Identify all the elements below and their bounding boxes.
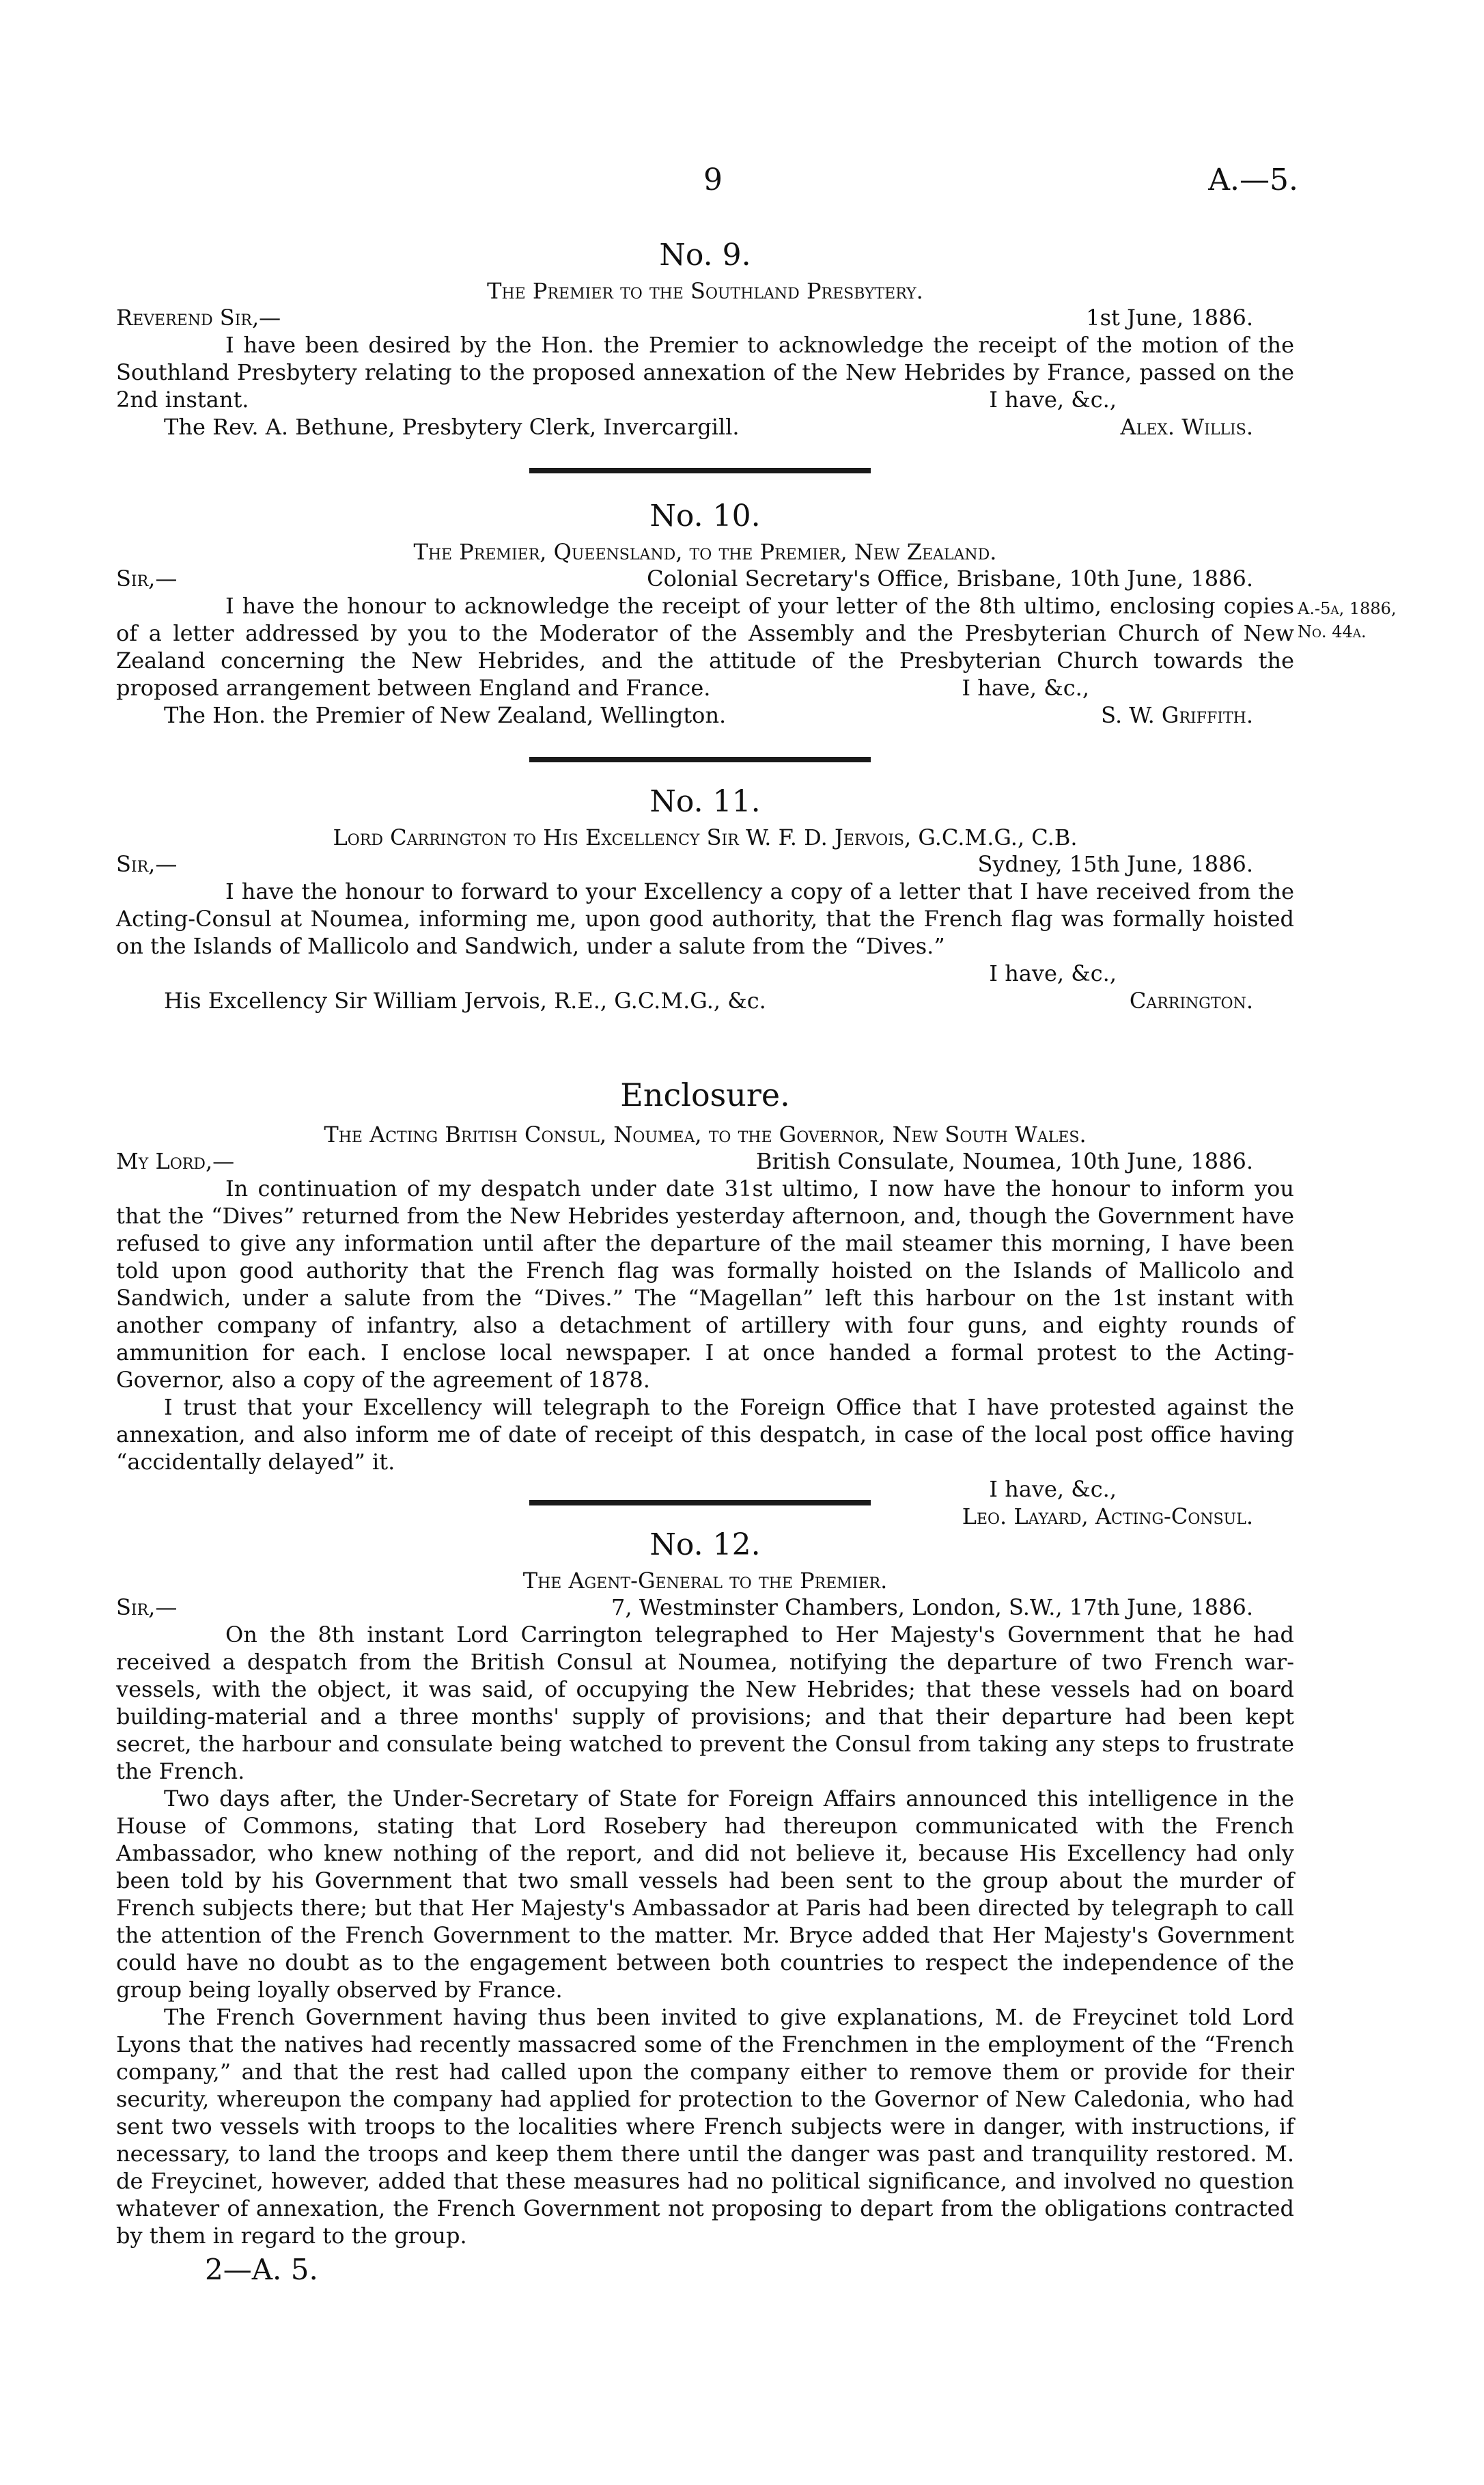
letter-paragraph: Two days after, the Under-Secretary of State for Foreign Affairs announced this intelligence in the House of Commons, stating that Lord Rosebery had thereupon communicated with the French Ambassador, who knew nothing of the report, and did not believe it, because His Excellency had only been told by his Government that two small vessels had been sent to the group about the murder of French subjects there; but that Her Majesty's Ambassador at Paris had been directed by telegraph to call the attention of the French Government to the matter. Mr. Bryce added that Her Majesty's Government could have no doubt as to the engagement between both countries to respect the independence of the group being loyally observed by France. <box>116 1786 1294 2003</box>
letter-heading: The Agent-General to the Premier. <box>522 1568 888 1594</box>
letter-no-9 <box>116 238 1294 441</box>
letter-body: I have been desired by the Hon. the Premier to acknowledge the receipt of the motion of the Southland Presbytery relating to the proposed annexation of the New Hebrides by France, passed on the 2nd instant. <box>116 332 1294 413</box>
letter-date: British Consulate, Noumea, 10th June, 1886. <box>755 1148 1253 1174</box>
letter-body: I have the honour to forward to your Excellency a copy of a letter that I have received from the Acting-Consul at Noumea, informing me, upon good authority, that the French flag was formally hoisted on the Islands of Mallicolo and Sandwich, under a salute from the “Dives.” <box>116 878 1294 959</box>
section-divider <box>529 757 871 762</box>
signature-mark: 2—A. 5. <box>205 2253 318 2286</box>
closing: I have, &c., <box>989 1476 1117 1502</box>
letter-date: Sydney, 15th June, 1886. <box>977 851 1253 877</box>
salutation: Sir,— <box>116 1594 178 1620</box>
letter-number: No. 11. <box>649 784 761 819</box>
enclosure <box>116 1077 1294 1530</box>
section-divider <box>529 468 871 473</box>
margin-reference: A.-5a, 1886, <box>1298 599 1397 618</box>
salutation: My Lord,— <box>116 1148 235 1174</box>
letter-date: 7, Westminster Chambers, London, S.W., 17th June, 1886. <box>611 1594 1253 1620</box>
letter-body: I have the honour to acknowledge the receipt of your letter of the 8th ultimo, enclosing copies of a letter addressed by you to the Moderator of the Assembly and the Presbyterian Church of New Zealand concerning the New Hebrides, and the attitude of the Presbyterian Church towards the proposed arrangement between England and France. <box>116 593 1294 701</box>
enclosure-heading: The Acting British Consul, Noumea, to the Governor, New South Wales. <box>324 1122 1087 1148</box>
addressee: The Hon. the Premier of New Zealand, Wellington. <box>164 702 727 728</box>
letter-number: No. 9. <box>659 238 751 273</box>
letter-number: No. 12. <box>649 1527 761 1562</box>
enclosure-title: Enclosure. <box>620 1077 790 1113</box>
document-reference: A.—5. <box>1208 163 1298 197</box>
letter-date: 1st June, 1886. <box>1086 305 1253 331</box>
letter-heading: Lord Carrington to His Excellency Sir W. F. D. Jervois, G.C.M.G., C.B. <box>333 824 1078 850</box>
salutation: Sir,— <box>116 566 178 592</box>
margin-reference: No. 44a. <box>1298 622 1367 641</box>
section-divider <box>529 1500 871 1505</box>
letter-no-11 <box>116 784 1294 1014</box>
closing: I have, &c., <box>989 960 1117 986</box>
enclosure-paragraph: In continuation of my despatch under date 31st ultimo, I now have the honour to inform you that the “Dives” returned from the New Hebrides yesterday afternoon, and, though the Government have refused to give any information until after the departure of the mail steamer this morning, I have been told upon good authority that the French flag was formally hoisted on the Islands of Mallicolo and Sandwich, under a salute from the “Dives.” The “Magellan” left this harbour on the 1st instant with another company of infantry, also a detachment of artillery with four guns, and eighty rounds of ammunition for each. I enclose local newspaper. I at once handed a formal protest to the Acting-Governor, also a copy of the agreement of 1878. <box>116 1176 1294 1393</box>
letter-number: No. 10. <box>649 499 761 533</box>
signature: S. W. Griffith. <box>1101 702 1253 728</box>
letter-date: Colonial Secretary's Office, Brisbane, 10th June, 1886. <box>647 566 1253 592</box>
addressee: The Rev. A. Bethune, Presbytery Clerk, Invercargill. <box>164 414 740 440</box>
letter-paragraph: The French Government having thus been invited to give explanations, M. de Freycinet told Lord Lyons that the natives had recently massacred some of the Frenchmen in the employment of the “French company,” and that the rest had called upon the company either to remove them or provide for their security, whereupon the company had applied for protection to the Governor of New Caledonia, who had sent two vessels with troops to the localities where French subjects were in danger, with instructions, if necessary, to land the troops and keep them there until the danger was past and tranquility restored. M. de Freycinet, however, added that these measures had no political significance, and involved no question whatever of annexation, the French Government not proposing to depart from the obligations contracted by them in regard to the group. <box>116 2004 1294 2249</box>
letter-heading: The Premier, Queensland, to the Premier, New Zealand. <box>413 539 997 565</box>
letter-heading: The Premier to the Southland Presbytery. <box>487 278 923 304</box>
margin-note <box>1298 597 1397 643</box>
closing: I have, &c., <box>989 387 1117 413</box>
salutation: Sir,— <box>116 851 178 877</box>
signature: Alex. Willis. <box>1120 414 1253 440</box>
signature: Carrington. <box>1129 988 1253 1014</box>
letter-paragraph: On the 8th instant Lord Carrington telegraphed to Her Majesty's Government that he had received a despatch from the British Consul at Noumea, notifying the departure of two French war-vessels, with the object, it was said, of occupying the New Hebrides; that these vessels had on board building-material and a three months' supply of provisions; and that their departure had been kept secret, the harbour and consulate being watched to prevent the Consul from taking any steps to frustrate the French. <box>116 1622 1294 1784</box>
addressee: His Excellency Sir William Jervois, R.E., G.C.M.G., &c. <box>164 988 766 1014</box>
page-number: 9 <box>703 163 723 197</box>
enclosure-paragraph: I trust that your Excellency will telegraph to the Foreign Office that I have protested against the annexation, and also inform me of date of receipt of this despatch, in case of the local post office having “accidentally delayed” it. <box>116 1394 1294 1475</box>
salutation: Reverend Sir,— <box>116 305 281 331</box>
letter-no-12 <box>116 1527 1294 2249</box>
letter-no-10 <box>116 499 1294 729</box>
closing: I have, &c., <box>962 675 1089 701</box>
signature: Leo. Layard, Acting-Consul. <box>962 1503 1253 1529</box>
